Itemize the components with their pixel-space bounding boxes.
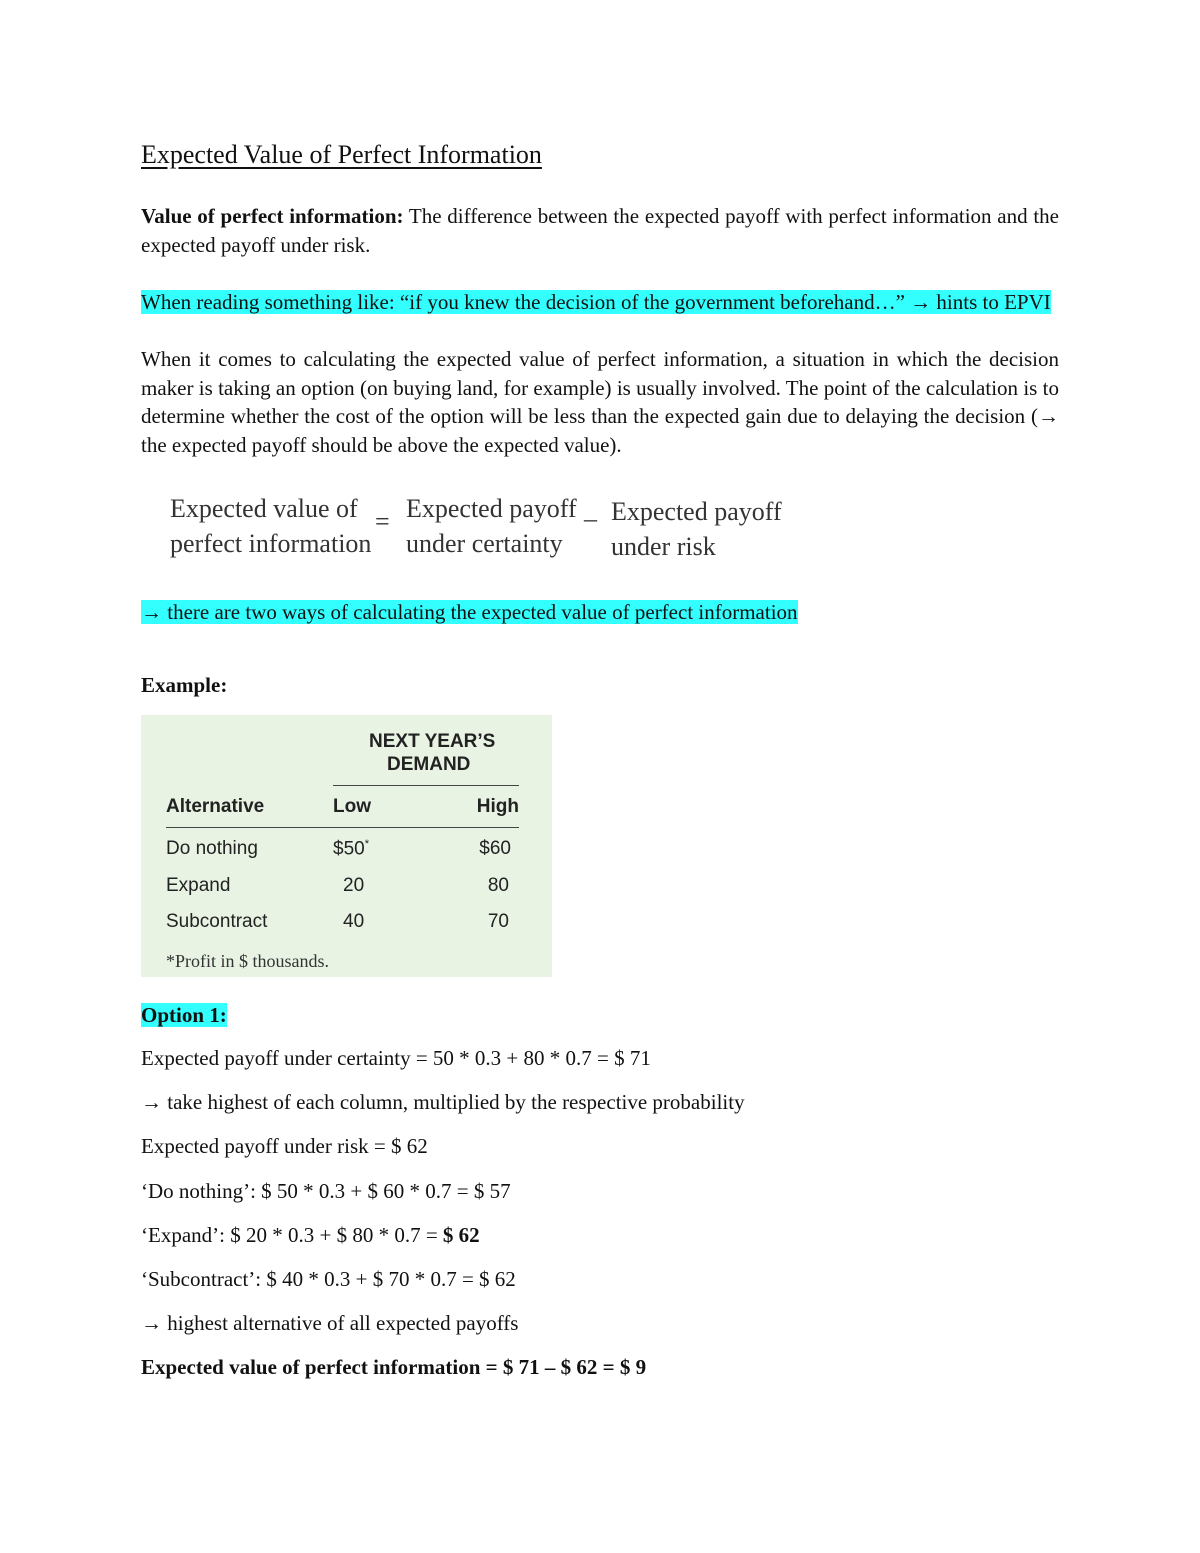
example-label: Example: — [141, 673, 228, 697]
highest-note: → highest alternative of all expected payoffs — [141, 1311, 519, 1335]
formula-lhs-line1: Expected value of — [170, 494, 358, 523]
formula-risk-line1: Expected payoff — [611, 497, 782, 526]
row-alt: Expand — [166, 875, 231, 896]
header-rule — [166, 827, 519, 828]
row-low-mark: * — [364, 838, 369, 850]
option1-label: Option 1: — [141, 1003, 227, 1027]
formula-certainty-line2: under certainty — [406, 529, 563, 558]
row-low: 20 — [343, 875, 365, 896]
two-ways-text: → there are two ways of calculating the expected value of perfect information — [141, 600, 798, 624]
explanation-paragraph: When it comes to calculating the expected value of perfect information, a situation in which the decision maker is taking an option (on buying land, for example) is usually involved. The point of the calculation is to determine whether the cost of the option will be less than the expected gain due to delaying the decision (→ the expected payoff should be above the expected value). — [141, 347, 1059, 457]
row-low: 40 — [343, 911, 365, 932]
certainty-note: → take highest of each column, multiplied by the respective probability — [141, 1090, 745, 1114]
definition-term: Value of perfect information: — [141, 204, 404, 228]
formula-certainty-line1: Expected payoff — [406, 494, 577, 523]
epvi-formula — [170, 492, 810, 572]
formula-equals: = — [375, 507, 390, 536]
row-alt: Subcontract — [166, 911, 268, 932]
payoff-table — [141, 715, 552, 977]
two-ways-line — [141, 598, 798, 626]
table-group-header-line2: DEMAND — [387, 754, 471, 775]
certainty-line: Expected payoff under certainty = 50 * 0.3 + 80 * 0.7 = $ 71 — [141, 1046, 651, 1070]
formula-lhs-line2: perfect information — [170, 529, 372, 558]
row-high: $60 — [479, 838, 511, 859]
group-header-rule — [333, 785, 519, 786]
hint-text: When reading something like: “if you knew the decision of the government beforehand…” → hints to EPVI — [141, 290, 1051, 314]
page-title: Expected Value of Perfect Information — [141, 140, 542, 169]
do-nothing-line: ‘Do nothing’: $ 50 * 0.3 + $ 60 * 0.7 = $ 57 — [141, 1179, 511, 1203]
table-footnote: *Profit in $ thousands. — [166, 951, 330, 971]
expand-result: $ 62 — [442, 1223, 480, 1247]
definition-paragraph — [141, 202, 1059, 259]
hint-line — [141, 288, 1051, 316]
expand-calc: ‘Expand’: $ 20 * 0.3 + $ 80 * 0.7 = — [141, 1223, 443, 1247]
col-header-low: Low — [333, 796, 371, 817]
epvi-result: Expected value of perfect information = $ 71 – $ 62 = $ 9 — [141, 1355, 647, 1379]
row-low — [333, 838, 369, 860]
subcontract-line: ‘Subcontract’: $ 40 * 0.3 + $ 70 * 0.7 = $ 62 — [141, 1267, 516, 1291]
option1-label-line — [141, 1001, 227, 1029]
formula-minus: – — [584, 504, 597, 533]
row-alt: Do nothing — [166, 838, 258, 859]
expand-line — [141, 1221, 480, 1249]
col-header-alternative: Alternative — [166, 796, 265, 817]
row-high: 70 — [487, 911, 509, 932]
row-low-value: $50 — [333, 838, 365, 860]
risk-line: Expected payoff under risk = $ 62 — [141, 1134, 428, 1158]
table-group-header-line1: NEXT YEAR’S — [369, 731, 496, 752]
formula-risk-line2: under risk — [611, 532, 716, 561]
col-header-high: High — [476, 796, 519, 817]
definition-text: The difference between the expected payoff with perfect information and the expected payoff under risk. — [141, 204, 1060, 257]
row-high: 80 — [487, 875, 509, 896]
